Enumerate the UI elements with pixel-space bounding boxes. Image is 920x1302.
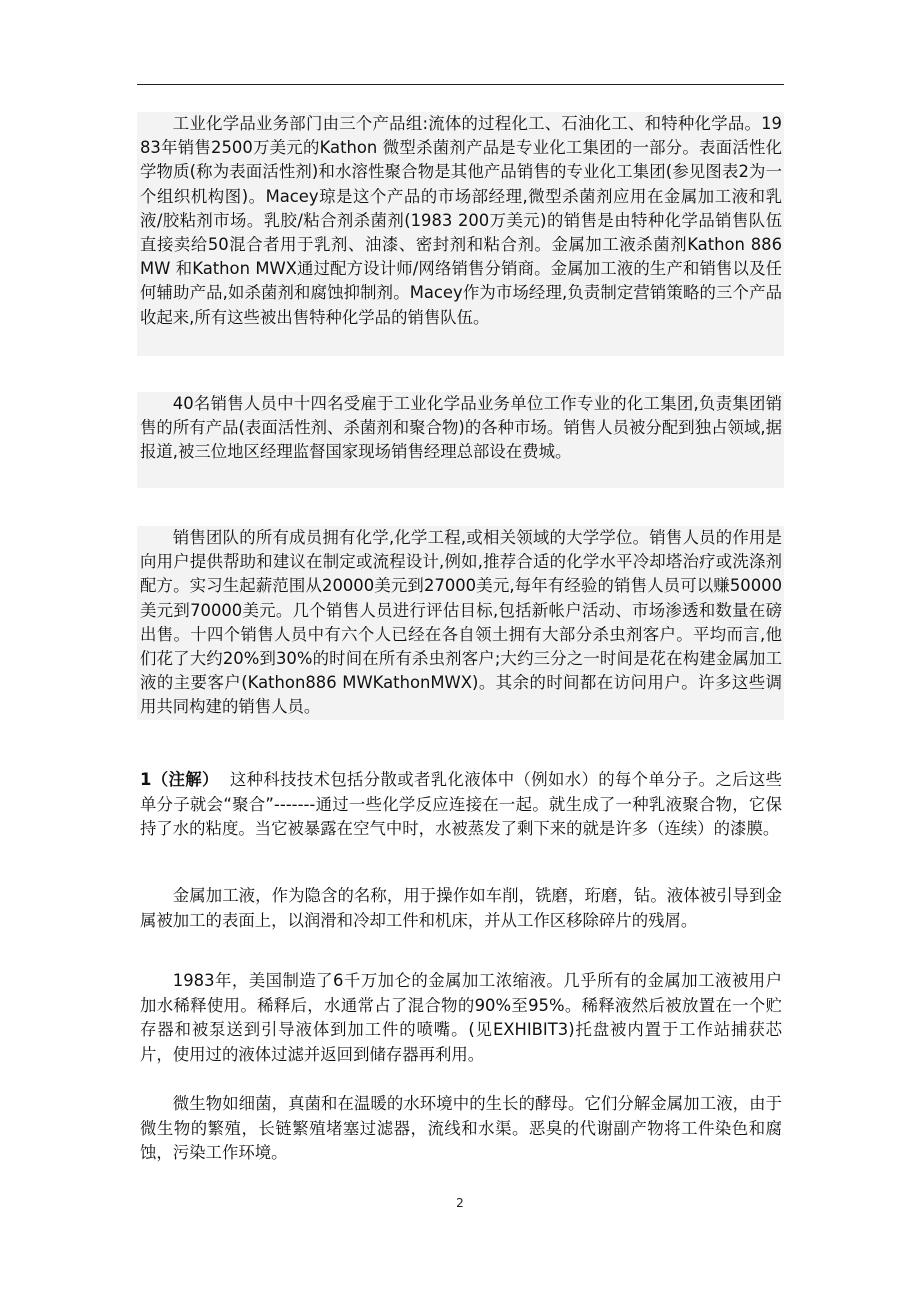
page-number: 2 — [456, 1196, 464, 1210]
footnote-label: 1（注解） — [140, 770, 219, 789]
footnote-text: 这种科技技术包括分散或者乳化液体中（例如水）的每个单分子。之后这些单分子就会“聚合”-------通过一些化学反应连接在一起。就生成了一种乳液聚合物，它保持了水的粘度。当它被暴露在空气中时，水被蒸发了剩下来的就是许多（连续）的漆膜。 — [140, 770, 783, 839]
paragraph-1: 工业化学品业务部门由三个产品组:流体的过程化工、石油化工、和特种化学品。1983年销售2500万美元的Kathon 微型杀菌剂产品是专业化工集团的一部分。表面活性化学物质(称为表面活性剂)和水溶性聚合物是其他产品销售的专业化工集团(参见图表2为一个组织机构图)。Macey琼是这个产品的市场部经理,微型杀菌剂应用在金属加工液和乳液/胶粘剂市场。乳胶/粘合剂杀菌剂(1983 200万美元)的销售是由特种化学品销售队伍直接卖给50混合者用于乳剂、油漆、密封剂和粘合剂。金属加工液杀菌剂Kathon 886 MW 和Kathon MWX通过配方设计师/网络销售分销商。金属加工液的生产和销售以及任何辅助产品,如杀菌剂和腐蚀抑制剂。Macey作为市场经理,负责制定营销策略的三个产品收起来,所有这些被出售特种化学品的销售队伍。 — [140, 114, 782, 327]
footnote-paragraph — [140, 768, 782, 842]
header-rule — [137, 84, 784, 85]
paragraph-2: 40名销售人员中十四名受雇于工业化学品业务单位工作专业的化工集团,负责集团销售的所有产品(表面活性剂、杀菌剂和聚合物)的各种市场。销售人员被分配到独占领域,据报道,被三位地区经理监督国家现场销售经理总部设在费城。 — [140, 394, 782, 462]
paragraph-5: 1983年，美国制造了6千万加仑的金属加工浓缩液。几乎所有的金属加工液被用户加水稀释使用。稀释后，水通常占了混合物的90%至95%。稀释液然后被放置在一个贮存器和被泵送到引导液体到加工件的喷嘴。(见EXHIBIT3)托盘被内置于工作站捕获芯片，使用过的液体过滤并返回到储存器再利用。 — [140, 971, 782, 1064]
paragraph-4: 金属加工液，作为隐含的名称，用于操作如车削，铣磨，珩磨，钻。液体被引导到金属被加工的表面上，以润滑和冷却工件和机床，并从工作区移除碎片的残屑。 — [140, 886, 782, 930]
paragraph-6: 微生物如细菌，真菌和在温暖的水环境中的生长的酵母。它们分解金属加工液，由于微生物的繁殖，长链繁殖堵塞过滤器，流线和水渠。恶臭的代谢副产物将工件染色和腐蚀，污染工作环境。 — [140, 1094, 782, 1163]
paragraph-3: 销售团队的所有成员拥有化学,化学工程,或相关领域的大学学位。销售人员的作用是向用户提供帮助和建议在制定或流程设计,例如,推荐合适的化学水平冷却塔治疗或洗涤剂配方。实习生起薪范围从20000美元到27000美元,每年有经验的销售人员可以赚50000美元到70000美元。几个销售人员进行评估目标,包括新帐户活动、市场渗透和数量在磅出售。十四个销售人员中有六个人已经在各自领土拥有大部分杀虫剂客户。平均而言,他们花了大约20%到30%的时间在所有杀虫剂客户;大约三分之一时间是花在构建金属加工液的主要客户(Kathon886 MWKathonMWX)。其余的时间都在访问用户。许多这些调用共同构建的销售人员。 — [140, 528, 782, 717]
